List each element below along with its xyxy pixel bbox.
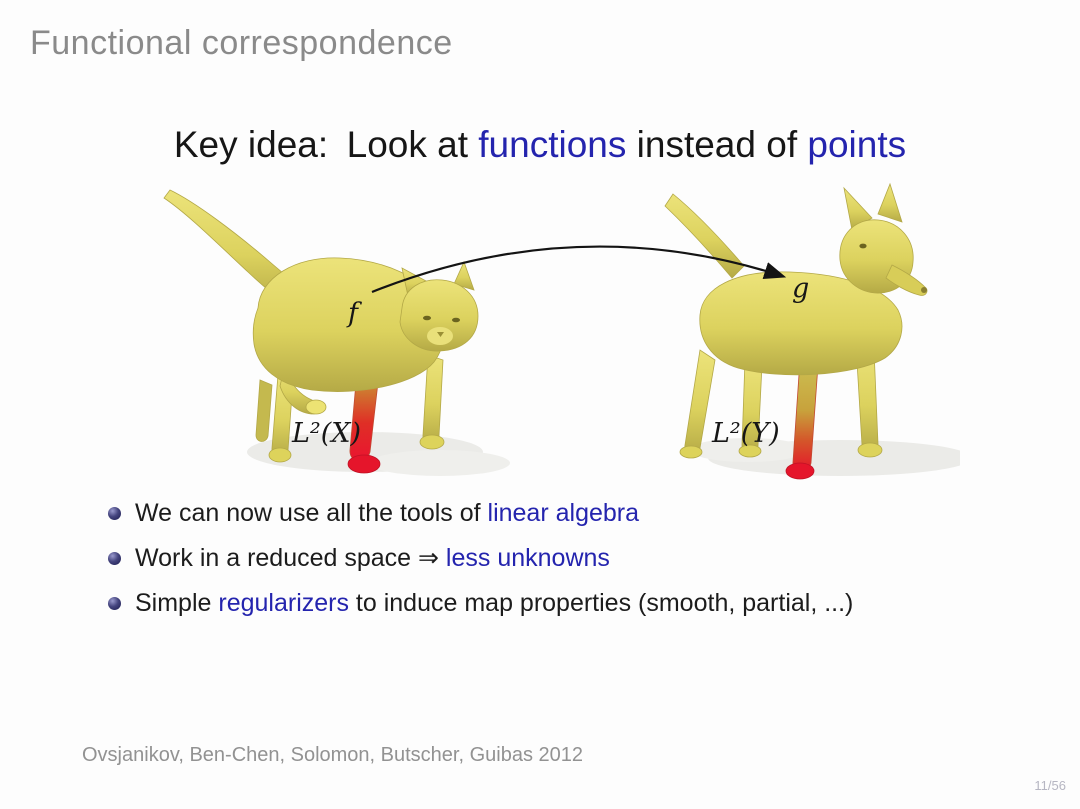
map-function-label-f: f <box>348 298 358 329</box>
citation: Ovsjanikov, Ben-Chen, Solomon, Butscher, Guibas 2012 <box>82 744 584 766</box>
bullet-3-highlight: regularizers <box>218 589 349 617</box>
bullet-3-pre: Simple <box>135 589 219 617</box>
page-indicator: 11/56 <box>1034 778 1066 793</box>
function-space-label-y: L²(Y) <box>712 418 780 449</box>
shape-correspondence-figure <box>140 180 960 490</box>
heading-highlight-points: points <box>807 124 907 165</box>
map-function-label-g: g <box>792 273 810 304</box>
bullet-1-pre: We can now use all the tools of <box>135 499 488 527</box>
bullet-2-highlight: less unknowns <box>445 544 610 572</box>
bullet-1-highlight: linear algebra <box>487 499 640 527</box>
dog-shape <box>665 184 927 479</box>
bullet-3-post: to induce map properties (smooth, partial, ...) <box>348 589 854 617</box>
bullet-icon <box>108 552 121 565</box>
bullet-2-pre: Work in a reduced space ⇒ <box>135 544 446 572</box>
function-space-label-x: L²(X) <box>292 418 362 449</box>
slide-title: Functional correspondence <box>30 24 453 62</box>
bullet-text <box>135 500 639 527</box>
shapes-svg <box>140 180 960 490</box>
heading-text-2: instead of <box>626 124 808 165</box>
bullet-text <box>135 545 610 572</box>
bullet-item-3 <box>108 590 1008 617</box>
bullet-item-2 <box>108 545 1008 572</box>
bullet-item-1 <box>108 500 1008 527</box>
bullet-icon <box>108 507 121 520</box>
heading-highlight-functions: functions <box>478 124 627 165</box>
bullet-list <box>108 500 1008 635</box>
key-idea-heading <box>0 124 1080 166</box>
bullet-icon <box>108 597 121 610</box>
bullet-text <box>135 590 853 617</box>
heading-text-1: Key idea: Look at <box>173 124 479 165</box>
